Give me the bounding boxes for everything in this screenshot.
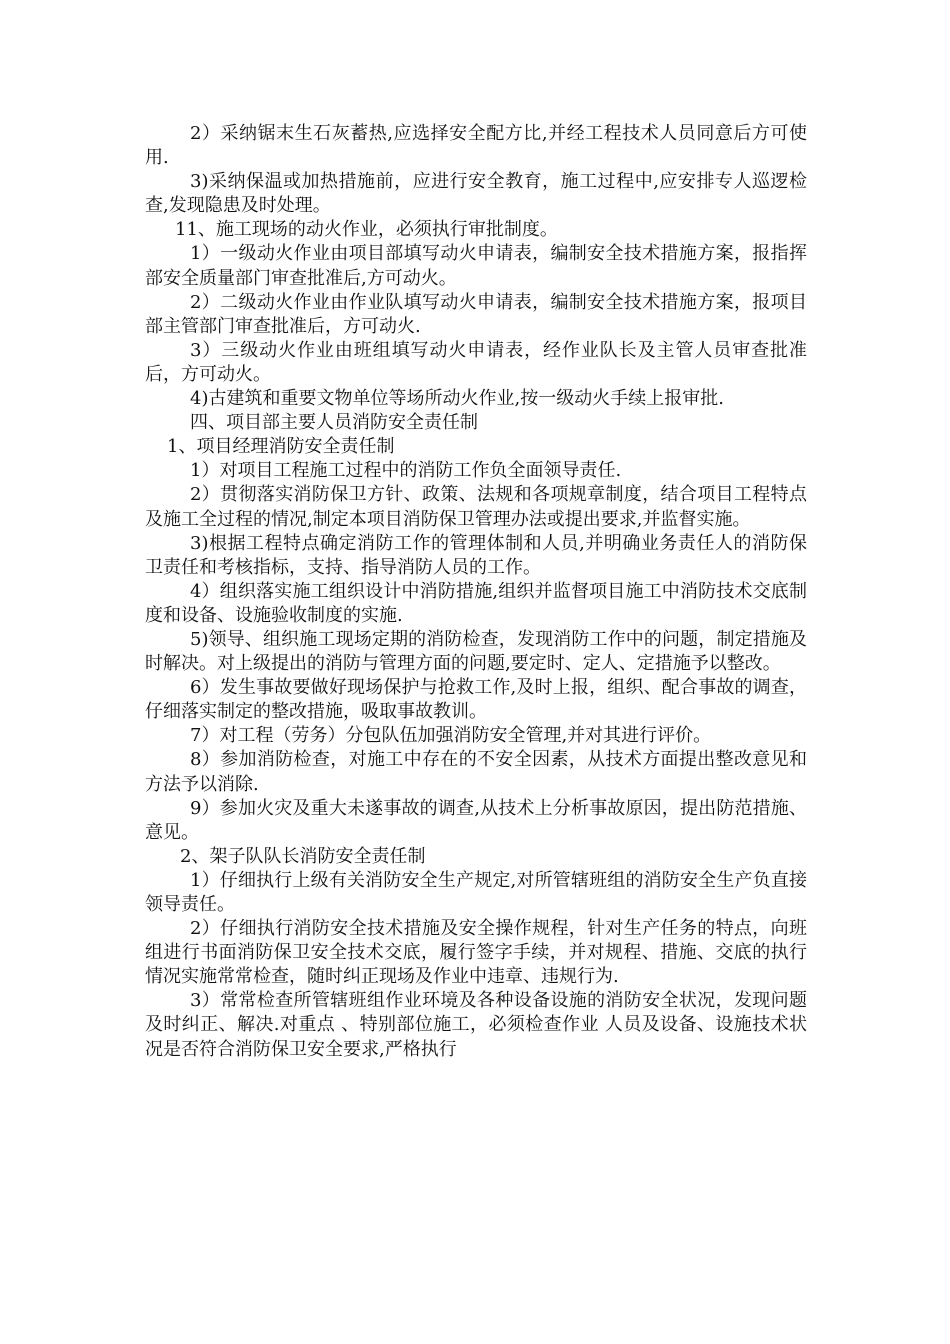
paragraph: 3）常常检查所管辖班组作业环境及各种设备设施的消防安全状况，发现问题及时纠正、解决.对重点 、特别部位施工，必须检查作业 人员及设备、设施技术状况是否符合消防保卫安全要求,严格执行 xyxy=(145,990,807,1060)
paragraph: 5)领导、组织施工现场定期的消防检查，发现消防工作中的问题，制定措施及时解决。对上级提出的消防与管理方面的问题,要定时、定人、定措施予以整改。 xyxy=(145,628,807,675)
paragraph: 3)根据工程特点确定消防工作的管理体制和人员,并明确业务责任人的消防保卫责任和考核指标，支持、指导消防人员的工作。 xyxy=(145,532,807,578)
paragraph: 4)古建筑和重要文物单位等场所动火作业,按一级动火手续上报审批. xyxy=(190,388,724,410)
subsection-heading: 1、项目经理消防安全责任制 xyxy=(167,436,395,458)
paragraph: 9）参加火灾及重大未遂事故的调查,从技术上分析事故原因，提出防范措施、意见。 xyxy=(145,797,807,843)
paragraph: 4）组织落实施工组织设计中消防措施,组织并监督项目施工中消防技术交底制度和设备、设施验收制度的实施. xyxy=(145,580,807,626)
section-heading: 11、施工现场的动火作业，必须执行审批制度。 xyxy=(175,219,558,241)
paragraph: 8）参加消防检查，对施工中存在的不安全因素，从技术方面提出整改意见和方法予以消除. xyxy=(145,749,807,795)
paragraph: 1）一级动火作业由项目部填写动火申请表，编制安全技术措施方案，报指挥部安全质量部门审查批准后,方可动火。 xyxy=(145,243,807,289)
paragraph: 2）贯彻落实消防保卫方针、政策、法规和各项规章制度，结合项目工程特点及施工全过程的情况,制定本项目消防保卫管理办法或提出要求,并监督实施。 xyxy=(145,484,807,530)
document-body xyxy=(145,122,807,1062)
paragraph: 3）三级动火作业由班组填写动火申请表，经作业队长及主管人员审查批准后，方可动火。 xyxy=(145,339,807,385)
paragraph: 2）采纳锯末生石灰蓄热,应选择安全配方比,并经工程技术人员同意后方可使用. xyxy=(145,123,807,169)
paragraph: 1）仔细执行上级有关消防安全生产规定,对所管辖班组的消防安全生产负直接领导责任。 xyxy=(145,869,807,915)
paragraph: 2）仔细执行消防安全技术措施及安全操作规程，针对生产任务的特点，向班组进行书面消防保卫安全技术交底，履行签字手续，并对规程、措施、交底的执行情况实施常常检查，随时纠正现场及作业中违章、违规行为. xyxy=(145,918,807,988)
paragraph: 6）发生事故要做好现场保护与抢救工作,及时上报，组织、配合事故的调查，仔细落实制定的整改措施，吸取事故教训。 xyxy=(145,677,807,723)
subsection-heading: 2、架子队队长消防安全责任制 xyxy=(180,845,426,867)
paragraph: 1）对项目工程施工过程中的消防工作负全面领导责任. xyxy=(190,460,622,482)
paragraph: 3)采纳保温或加热措施前，应进行安全教育，施工过程中,应安排专人巡逻检查,发现隐患及时处理。 xyxy=(145,171,807,217)
paragraph: 7）对工程（劳务）分包队伍加强消防安全管理,并对其进行评价。 xyxy=(190,725,712,747)
paragraph: 2）二级动火作业由作业队填写动火申请表，编制安全技术措施方案，报项目部主管部门审查批准后，方可动火. xyxy=(145,291,807,337)
section-heading: 四、项目部主要人员消防安全责任制 xyxy=(190,412,478,434)
